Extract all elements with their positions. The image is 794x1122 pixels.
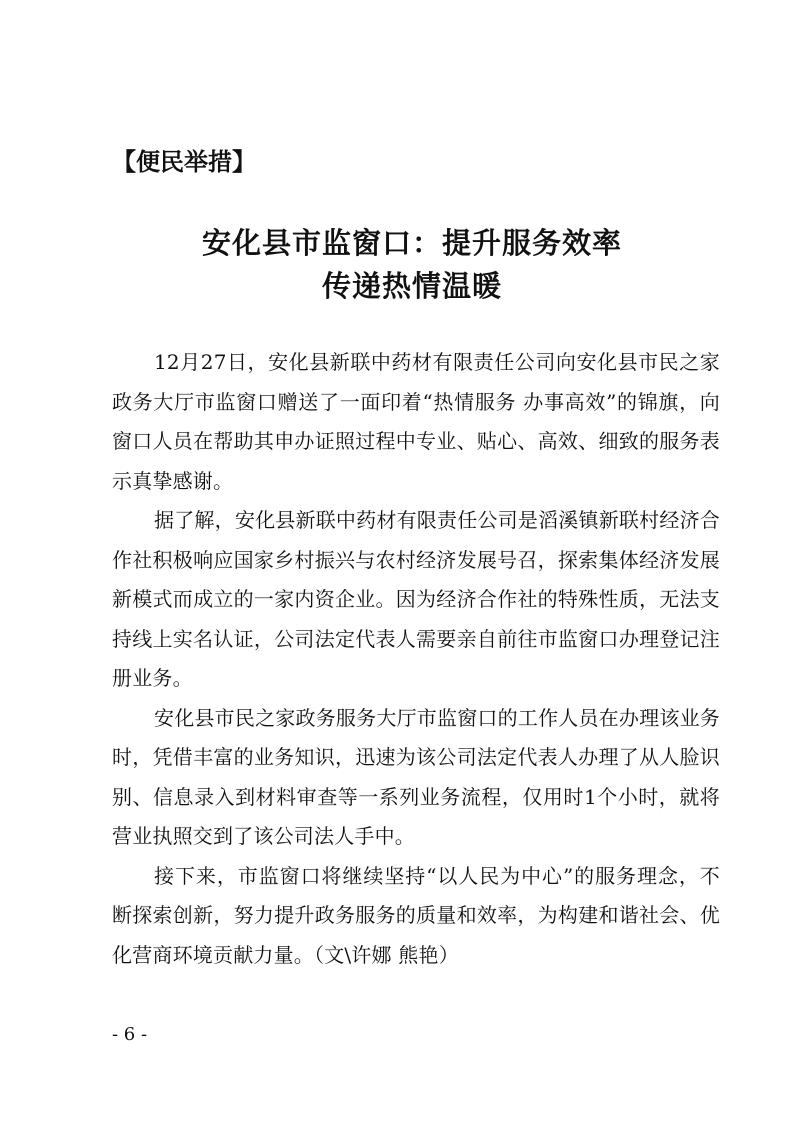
article-title-line-2: 传递热情温暖 xyxy=(321,269,502,303)
paragraph-2: 据了解，安化县新联中药材有限责任公司是滔溪镇新联村经济合作社积极响应国家乡村振兴与农村经济发展号召，探索集体经济发展新模式而成立的一家内资企业。因为经济合作社的特殊性质，无法支持线上实名认证，公司法定代表人需要亲自前往市监窗口办理登记注册业务。 xyxy=(112,508,720,690)
paragraph-1: 12月27日，安化县新联中药材有限责任公司向安化县市民之家政务大厅市监窗口赠送了一面印着“热情服务 办事高效”的锦旗，向窗口人员在帮助其申办证照过程中专业、贴心、高效、细致的服务表示真挚感谢。 xyxy=(112,350,720,493)
column-tag: 【便民举措】 xyxy=(112,148,256,176)
article-body xyxy=(112,343,720,975)
paragraph-4: 接下来，市监窗口将继续坚持“以人民为中心”的服务理念，不断探索创新，努力提升政务服务的质量和效率，为构建和谐社会、优化营商环境贡献力量。（文\许娜 熊艳） xyxy=(112,863,720,967)
article-title xyxy=(112,222,712,308)
article-title-line-1: 安化县市监窗口：提升服务效率 xyxy=(201,226,622,260)
paragraph-3: 安化县市民之家政务服务大厅市监窗口的工作人员在办理该业务时，凭借丰富的业务知识，迅速为该公司法定代表人办理了从人脸识别、信息录入到材料审查等一系列业务流程，仅用时1个小时，就将营业执照交到了该公司法人手中。 xyxy=(112,705,720,848)
page-number: - 6 - xyxy=(112,1024,148,1045)
